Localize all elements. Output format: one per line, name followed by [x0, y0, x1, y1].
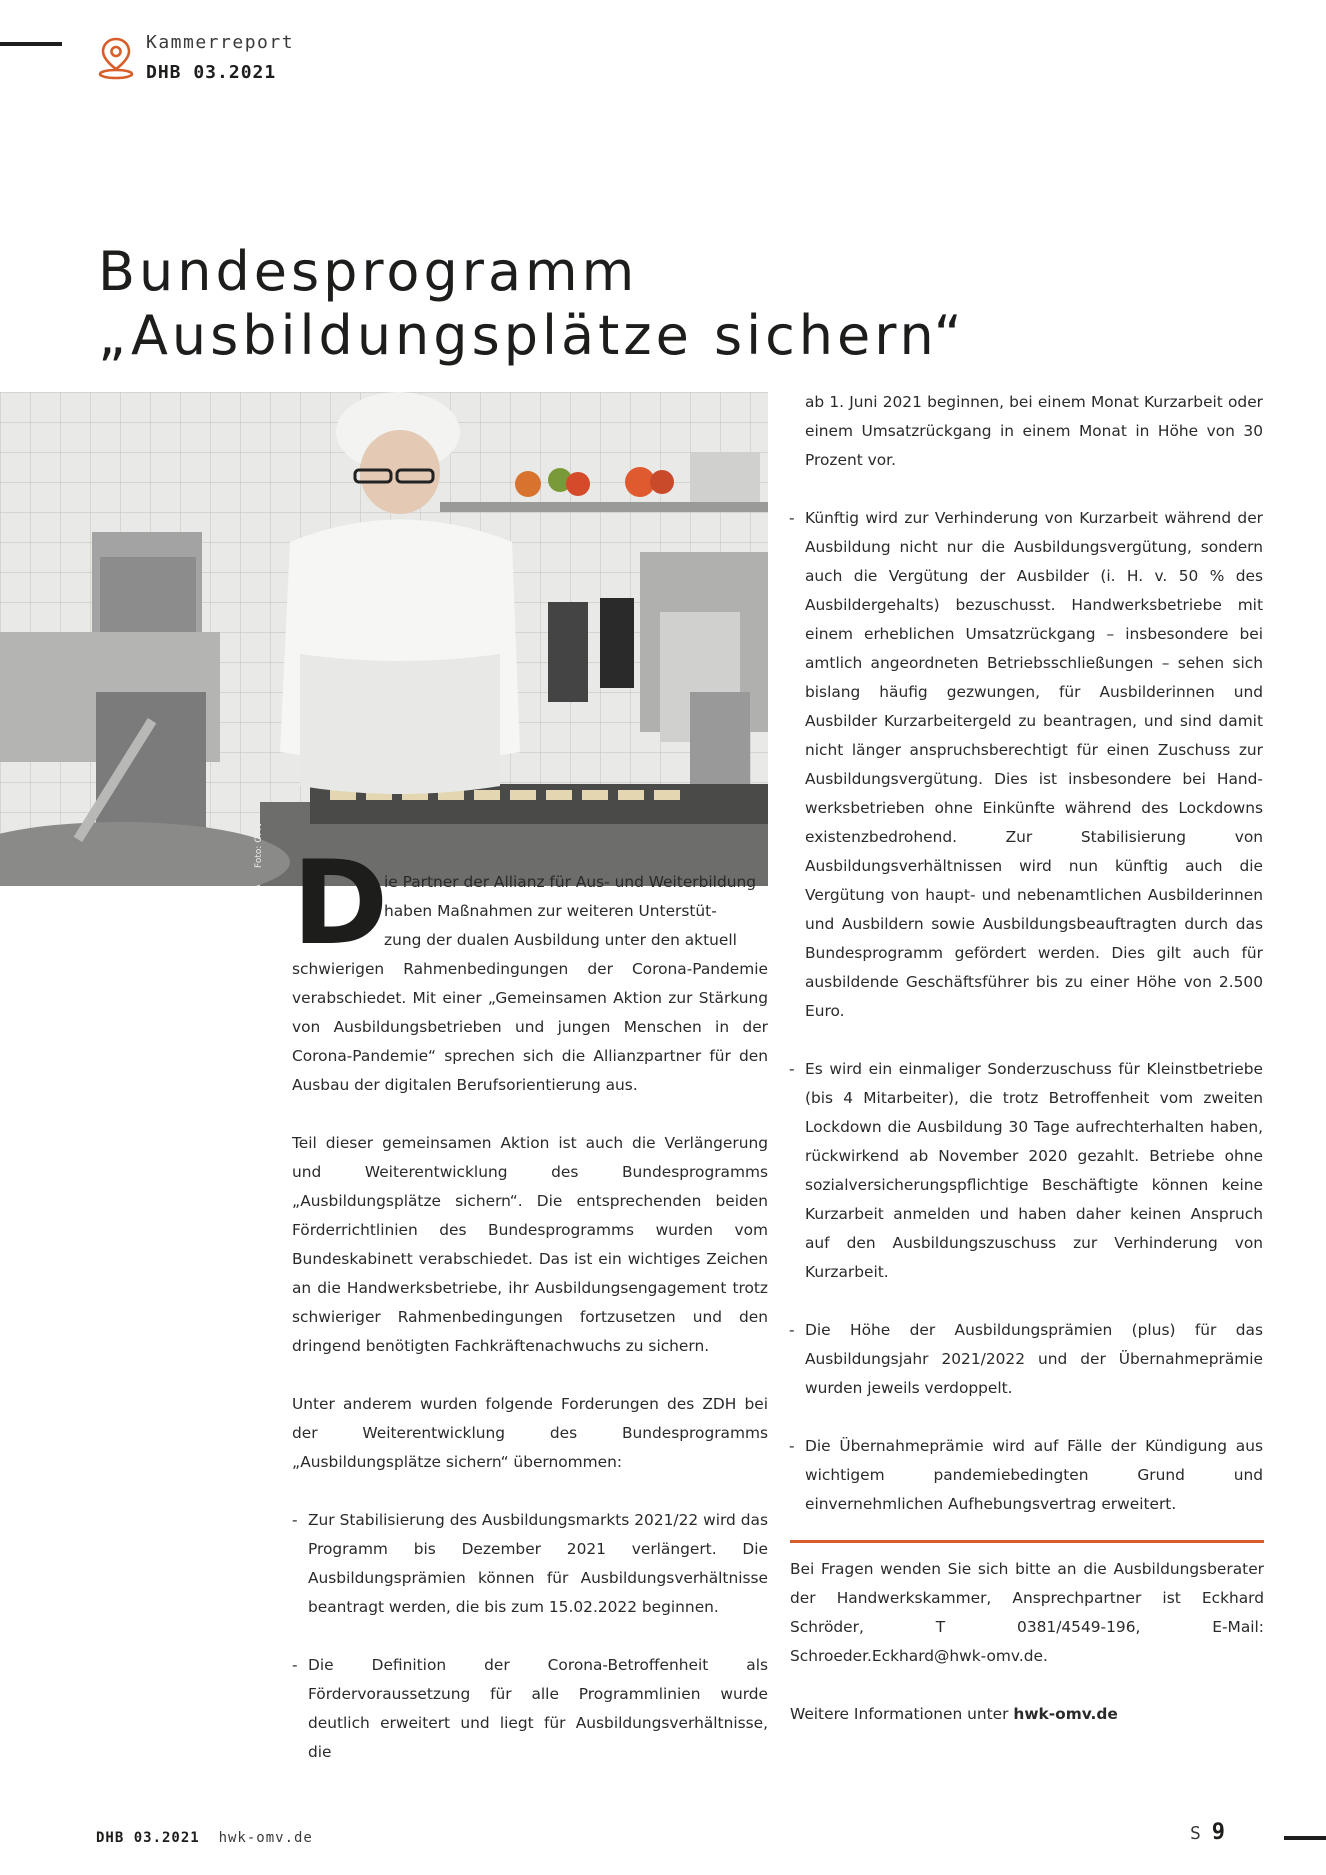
issue-label: DHB 03.2021: [146, 62, 277, 83]
bullet-dash: -: [292, 1656, 298, 1674]
kitchen-photo-illustration: [0, 392, 768, 886]
section-label: Kammerreport: [146, 32, 295, 53]
page-number: [1190, 1820, 1225, 1845]
title-line-1: Bundesprogramm: [98, 240, 639, 303]
more-info-link[interactable]: hwk-omv.de: [1013, 1705, 1118, 1723]
bullet-dash: -: [789, 509, 795, 527]
footer-site[interactable]: hwk-omv.de: [218, 1830, 313, 1846]
page-number-value: 9: [1211, 1820, 1225, 1845]
intro-line: haben Maßnahmen zur weiteren Unterstüt-: [384, 902, 717, 920]
left-column: [292, 868, 768, 1767]
bullet-item: [292, 1651, 768, 1767]
intro-rest: schwierigen Rahmenbedingungen der Corona-Pandemie verabschiedet. Mit einer „Gemeinsamen Aktion zur Stärkung von Ausbildungsbetrieben und jungen Menschen in der Corona-Pandemie“ sprechen sich die Allianzpartner für den Ausbau der digitalen Berufsorientierung aus.: [292, 960, 768, 1094]
bullet-item: [789, 1055, 1263, 1287]
footer-issue-label: DHB 03.2021: [96, 1830, 200, 1846]
bullet-item: [789, 1316, 1263, 1403]
intro-paragraph: [292, 868, 768, 1100]
footer-issue: [96, 1830, 313, 1846]
bullet-text: Es wird ein einmaliger Sonderzuschuss für Kleinstbetriebe (bis 4 Mitarbeiter), die trotz Betroffenheit vom zweiten Lockdown die Ausbildung 30 Tage aufrechterhalten haben, rückwirkend ab November 2020 gezahlt. Betriebe ohne sozialversicherungspflichtige Beschäftigte können keine Kurzarbeit anmelden und haben daher keinen Anspruch auf den Ausbildungszuschuss zur Verhinderung von Kurzarbeit.: [805, 1060, 1263, 1281]
bullet-item: [292, 1506, 768, 1622]
bullet-text: Künftig wird zur Verhinderung von Kurzarbeit während der Ausbildung nicht nur die Ausbildungsvergütung, sondern auch die Vergütung der Ausbilder (i. H. v. 50 % des Ausbildergehalts) bezuschusst. Handwerksbetriebe mit einem erheblichen Umsatzrückgang – insbesondere bei amtlich angeordneten Betriebsschließungen – sehen sich bislang häufig gezwungen, für Ausbilderinnen und Ausbilder Kurzarbeitergeld zu beantragen, und sind damit nicht länger anspruchsberechtigt für einen Zuschuss zur Ausbildungsvergütung. Dies ist insbesondere bei Hand- werksbetrieben ohne Einkünfte während des Lockdowns existenzbedrohend. Zur Stabilisierung von Ausbildungsverhältnissen wird nun künftig auch die Vergütung von haupt- und nebenamtlichen Ausbilderinnen und Ausbildern sowie Ausbildungsbeauftragten durch das Bundesprogramm gefördert werden. Dies gilt auch für ausbildende Geschäftsführer bis zu einer Höhe von 2.500 Euro.: [805, 509, 1263, 1020]
body-paragraph: Unter anderem wurden folgende Forderungen des ZDH bei der Weiterentwicklung des Bundesprogramms „Ausbildungsplätze sichern“ übernommen:: [292, 1395, 768, 1471]
article-title: [98, 240, 966, 368]
more-info: [790, 1700, 1264, 1729]
intro-line: ie Partner der Allianz für Aus- und Weiterbildung: [384, 873, 757, 891]
page-prefix: S: [1190, 1823, 1201, 1844]
contact-divider: [790, 1540, 1264, 1543]
bullet-dash: -: [789, 1060, 795, 1078]
right-column: [789, 388, 1263, 1548]
bullet-dash: -: [292, 1511, 298, 1529]
drop-cap: D: [292, 836, 389, 971]
bullet-item: [789, 1432, 1263, 1519]
bullet-text: Die Übernahmeprämie wird auf Fälle der Kündigung aus wichtigem pandemiebedingten Grund und einvernehmlichen Aufhebungsvertrag erweitert.: [805, 1437, 1263, 1513]
bullet-text: Die Definition der Corona-Betroffenheit als Fördervoraussetzung für alle Programmlinien wurde deutlich erweitert und liegt für Ausbildungsverhältnisse, die: [308, 1656, 768, 1761]
contact-paragraph: Bei Fragen wenden Sie sich bitte an die Ausbildungsberater der Handwerkskammer, Ansprechpartner ist Eckhard Schröder, T 0381/4549-196, E-Mail: Schroeder.Eckhard@hwk-omv.de.: [790, 1560, 1264, 1665]
bullet-text: Zur Stabilisierung des Ausbildungsmarkts 2021/22 wird das Programm bis Dezember 2021 verlängert. Die Ausbildungsprämien können für Ausbildungsverhältnisse beantragt werden, die bis zum 15.02.2022 beginnen.: [308, 1511, 768, 1616]
bullet-item: [789, 504, 1263, 1026]
body-paragraph: Teil dieser gemeinsamen Aktion ist auch die Verlängerung und Weiterentwicklung des Bundesprogramms „Ausbildungsplätze sichern“. Die entsprechenden beiden Förderrichtlinien des Bundesprogramms wurden vom Bundeskabinett verabschiedet. Das ist ein wichtiges Zeichen an die Handwerksbetriebe, ihr Ausbildungsengagement trotz schwieriger Rahmenbedingungen fortzusetzen und den dringend benötigten Fachkräftenachwuchs zu sichern.: [292, 1134, 768, 1355]
more-info-prefix: Weitere Informationen unter: [790, 1705, 1009, 1723]
contact-box: [790, 1555, 1264, 1729]
footer-rule: [1284, 1836, 1326, 1840]
location-pin-icon: [96, 36, 136, 80]
top-left-rule: [0, 42, 62, 46]
bullet-dash: -: [789, 1321, 795, 1339]
title-line-2: „Ausbildungsplätze sichern“: [98, 304, 966, 367]
intro-line: zung der dualen Ausbildung unter den aktuell: [384, 931, 737, 949]
bullet-text: Die Höhe der Ausbildungsprämien (plus) für das Ausbildungsjahr 2021/2022 und der Übernahmeprämie wurden jeweils verdoppelt.: [805, 1321, 1263, 1397]
bullet-dash: -: [789, 1437, 795, 1455]
photo-credit: Foto: OMV: [254, 821, 264, 868]
article-photo: [0, 392, 768, 886]
continuation-paragraph: ab 1. Juni 2021 beginnen, bei einem Monat Kurzarbeit oder einem Umsatzrückgang in einem Monat in Höhe von 30 Prozent vor.: [805, 393, 1263, 469]
